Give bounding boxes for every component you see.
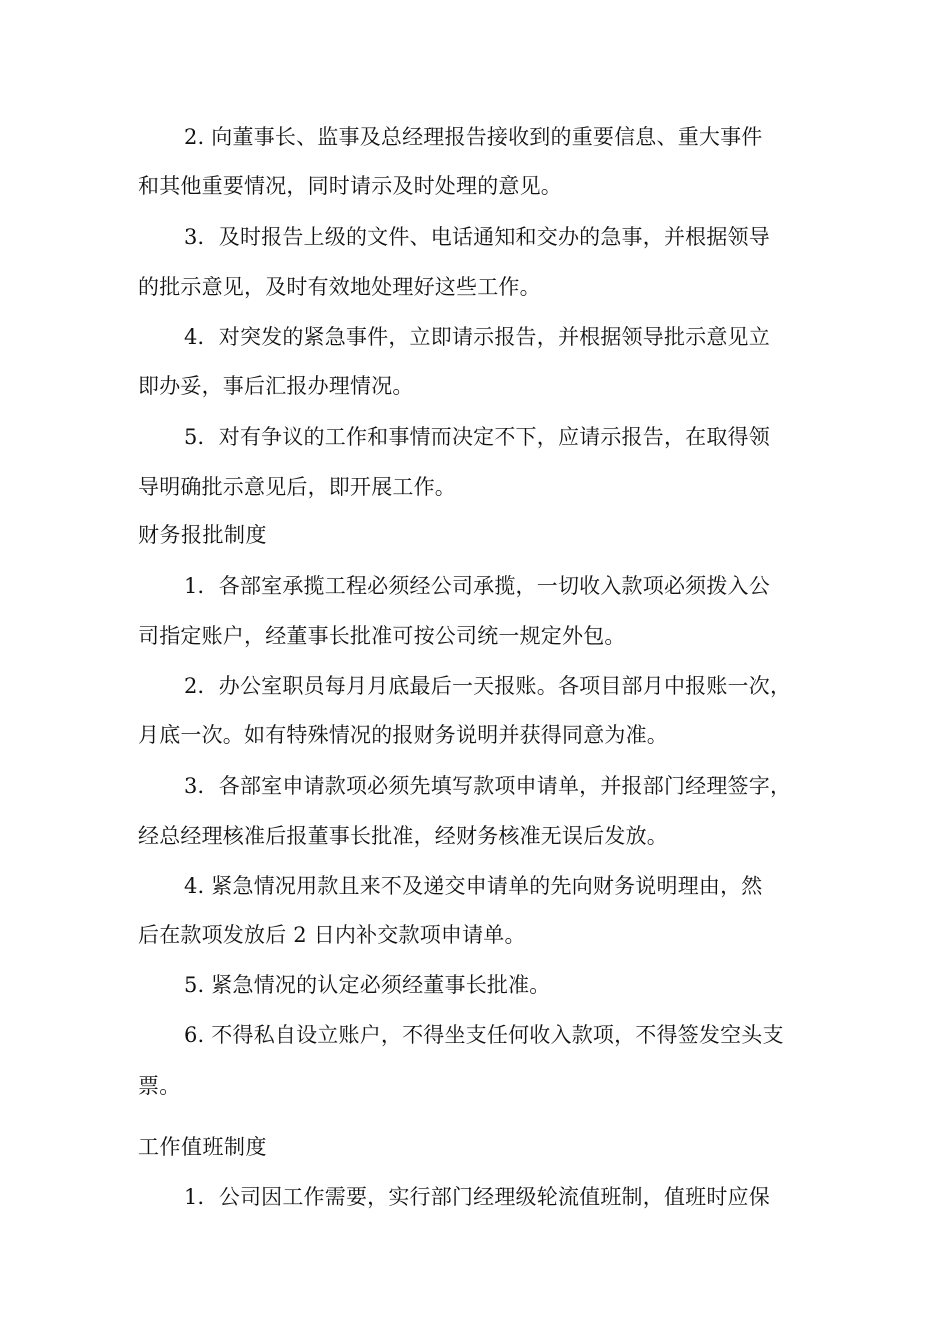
paragraph-line: 3．各部室申请款项必须先填写款项申请单，并报部门经理签字， (184, 774, 792, 798)
paragraph-line: 和其他重要情况，同时请示及时处理的意见。 (138, 174, 562, 198)
paragraph-line: 5. 紧急情况的认定必须经董事长批准。 (184, 973, 551, 997)
paragraph-line: 5．对有争议的工作和事情而决定不下，应请示报告，在取得领 (184, 425, 770, 449)
section-heading: 财务报批制度 (138, 523, 267, 547)
paragraph-line: 司指定账户，经董事长批准可按公司统一规定外包。 (138, 624, 626, 648)
paragraph-line: 4．对突发的紧急事件，立即请示报告，并根据领导批示意见立 (184, 325, 770, 349)
paragraph-line: 1．各部室承揽工程必须经公司承揽，一切收入款项必须拨入公 (184, 574, 770, 598)
paragraph-line: 2. 向董事长、监事及总经理报告接收到的重要信息、重大事件 (184, 125, 763, 149)
paragraph-line: 票。 (138, 1074, 181, 1098)
paragraph-line: 2．办公室职员每月月底最后一天报账。各项目部月中报账一次， (184, 674, 792, 698)
section-heading: 工作值班制度 (138, 1135, 267, 1159)
paragraph-line: 即办妥，事后汇报办理情况。 (138, 374, 414, 398)
paragraph-line: 3．及时报告上级的文件、电话通知和交办的急事，并根据领导 (184, 225, 770, 249)
paragraph-line: 的批示意见，及时有效地处理好这些工作。 (138, 275, 541, 299)
paragraph-line: 经总经理核准后报董事长批准，经财务核准无误后发放。 (138, 824, 668, 848)
paragraph-line: 月底一次。如有特殊情况的报财务说明并获得同意为准。 (138, 723, 668, 747)
paragraph-line: 导明确批示意见后，即开展工作。 (138, 475, 456, 499)
paragraph-line: 4. 紧急情况用款且来不及递交申请单的先向财务说明理由，然 (184, 874, 763, 898)
paragraph-line: 后在款项发放后 2 日内补交款项申请单。 (138, 923, 526, 947)
paragraph-line: 1．公司因工作需要，实行部门经理级轮流值班制，值班时应保 (184, 1185, 770, 1209)
paragraph-line: 6. 不得私自设立账户，不得坐支任何收入款项，不得签发空头支 (184, 1023, 784, 1047)
